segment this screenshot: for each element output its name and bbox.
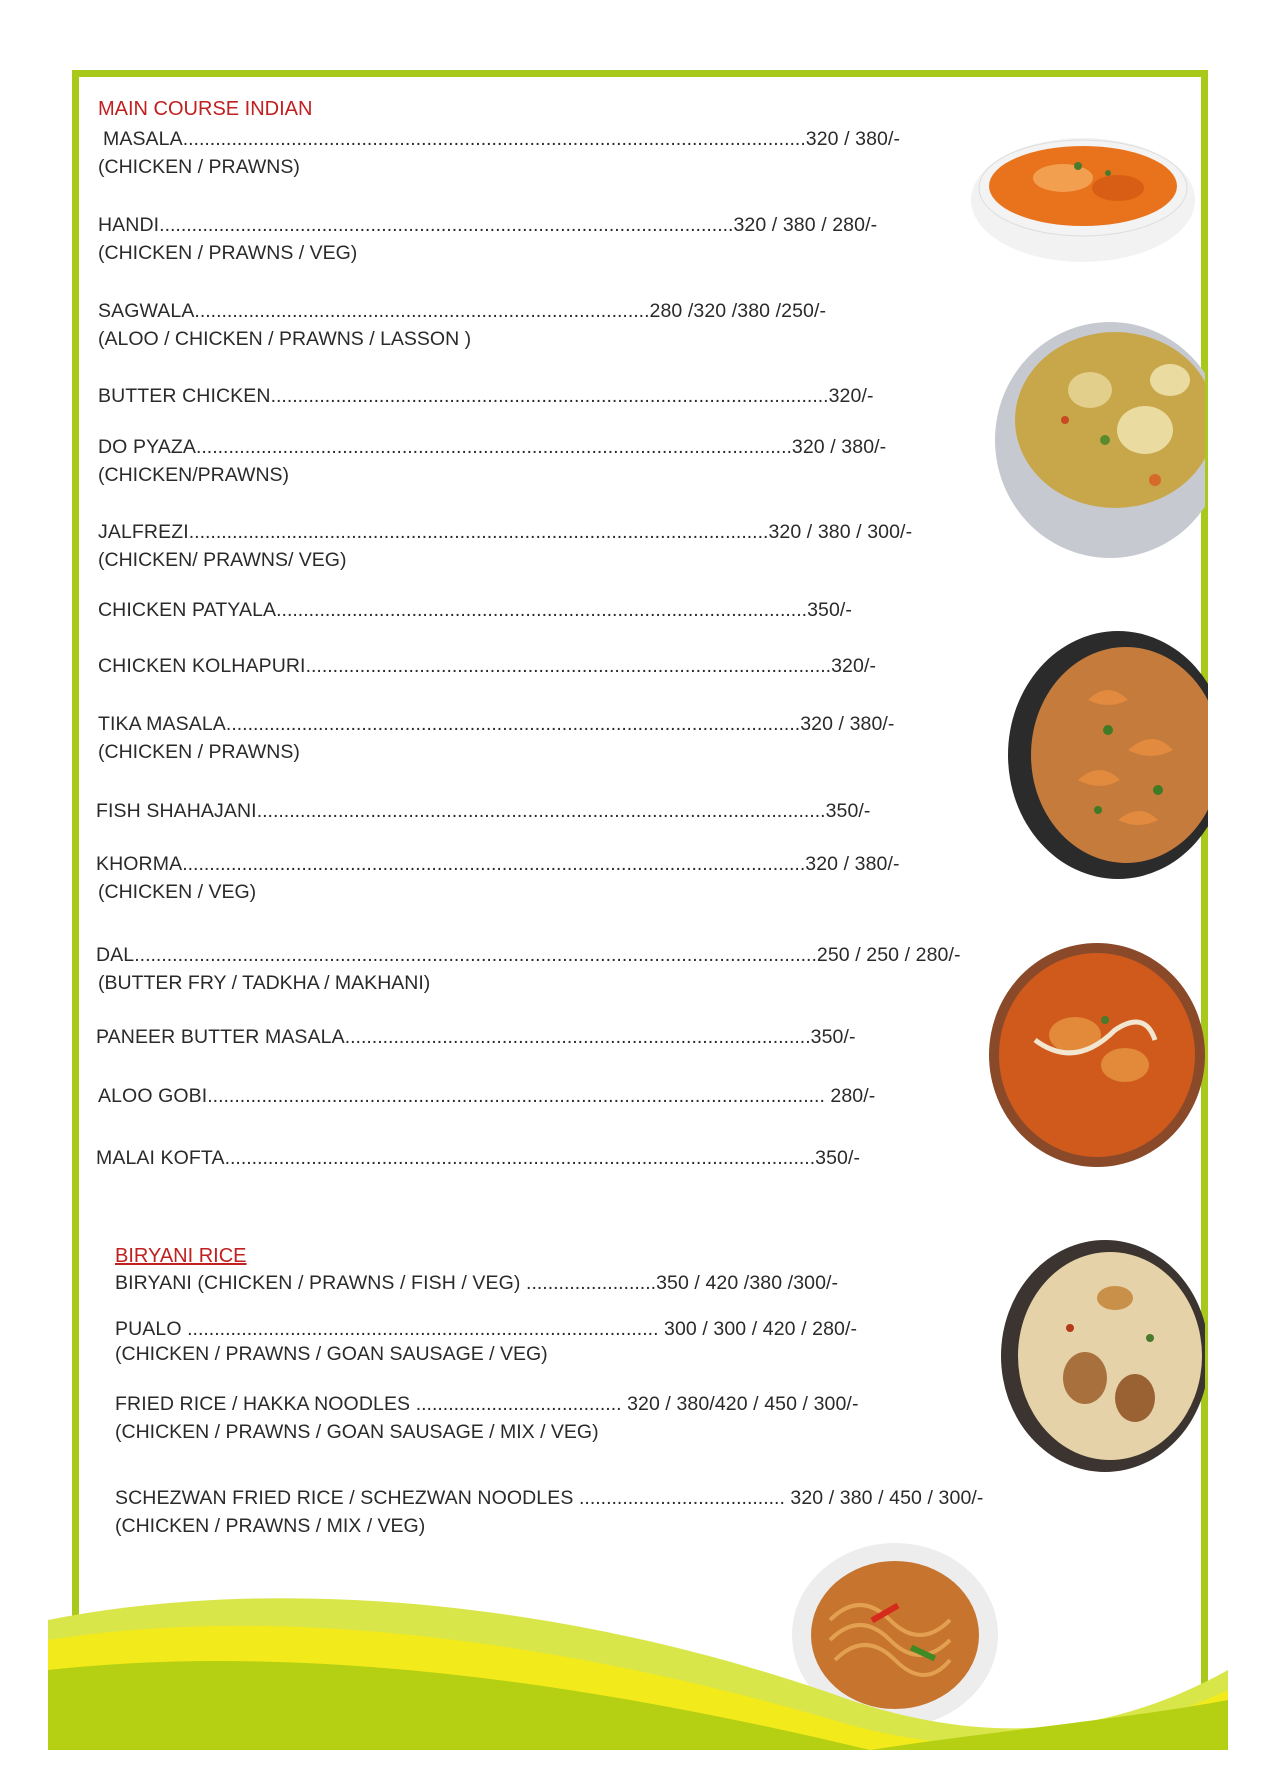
menu-item-price: 350/-	[815, 1147, 861, 1169]
menu-item-options: (CHICKEN / PRAWNS)	[98, 156, 300, 178]
menu-item-name: FISH SHAHAJANI	[96, 800, 257, 822]
menu-item-row	[96, 1026, 856, 1049]
menu-item-price: 320/-	[828, 385, 874, 407]
menu-item-row	[98, 713, 895, 736]
menu-item-leader-dots: .......................................................................................................	[270, 385, 829, 407]
menu-item-name: SCHEZWAN FRIED RICE / SCHEZWAN NOODLES	[115, 1487, 579, 1509]
menu-item-row	[96, 1147, 860, 1170]
menu-item-leader-dots: ..................................................................................................	[276, 599, 808, 621]
prawn-curry-pan-photo	[1008, 630, 1208, 880]
menu-item-price: 320 / 380/-	[800, 713, 895, 735]
menu-item-leader-dots: ......................................	[579, 1487, 785, 1509]
menu-item-price: 320 / 380/420 / 450 / 300/-	[621, 1393, 859, 1415]
menu-item-price: 320 / 380/-	[791, 436, 887, 458]
menu-item-options: (BUTTER FRY / TADKHA / MAKHANI)	[98, 972, 431, 994]
menu-item-name: KHORMA	[96, 853, 183, 875]
menu-item-row	[98, 385, 874, 408]
menu-item-row	[98, 521, 912, 544]
menu-item-options: (CHICKEN/PRAWNS)	[98, 464, 290, 486]
menu-item-leader-dots: .............................................................................................................	[224, 1147, 816, 1169]
menu-item-row	[96, 944, 961, 967]
menu-item-leader-dots: .........................................................................................................	[256, 800, 826, 822]
menu-item-price: 350 / 420 /380 /300/-	[656, 1272, 839, 1294]
menu-item-row	[98, 599, 852, 622]
menu-item-name: HANDI	[98, 214, 160, 236]
menu-item-row	[103, 128, 900, 151]
menu-item-price: 250 / 250 / 280/-	[816, 944, 961, 966]
menu-item-options: (CHICKEN / PRAWNS / MIX / VEG)	[115, 1515, 426, 1537]
menu-item-leader-dots: .................................................................................................	[305, 655, 832, 677]
menu-item-leader-dots: ..................................................................................................................	[207, 1085, 825, 1107]
menu-item-options: (CHICKEN / PRAWNS / GOAN SAUSAGE / VEG)	[115, 1343, 548, 1365]
butter-masala-bowl-photo	[985, 940, 1205, 1170]
menu-item-row	[115, 1318, 857, 1341]
menu-item-name: BUTTER CHICKEN	[98, 385, 271, 407]
menu-item-name: DAL	[96, 944, 135, 966]
menu-item-price: 350/-	[825, 800, 871, 822]
menu-item-leader-dots: ..........................................................................................................	[159, 214, 734, 236]
menu-item-leader-dots: ..........................................................................................................	[225, 713, 801, 735]
menu-item-price: 320 / 380 / 280/-	[733, 214, 878, 236]
menu-item-row	[98, 436, 886, 459]
menu-item-price: 350/-	[810, 1026, 856, 1048]
menu-item-row	[96, 853, 900, 876]
menu-item-options: (ALOO / CHICKEN / PRAWNS / LASSON )	[98, 328, 472, 350]
menu-item-options: (CHICKEN/ PRAWNS/ VEG)	[98, 549, 347, 571]
menu-item-price: 320 / 380/-	[805, 128, 901, 150]
menu-item-price: 320 / 380 / 300/-	[768, 521, 913, 543]
menu-item-name: CHICKEN PATYALA	[98, 599, 277, 621]
menu-item-row	[115, 1272, 838, 1295]
menu-item-name: PUALO	[115, 1318, 188, 1340]
menu-item-price: 300 / 300 / 420 / 280/-	[658, 1318, 858, 1340]
menu-item-name: MALAI KOFTA	[96, 1147, 225, 1169]
section-heading-main-course: MAIN COURSE INDIAN	[98, 98, 313, 120]
bottom-wave-decoration	[0, 1580, 1278, 1790]
menu-item-options: (CHICKEN / PRAWNS / GOAN SAUSAGE / MIX / VEG)	[115, 1421, 599, 1443]
menu-item-leader-dots: ........................	[526, 1272, 657, 1294]
menu-item-name: JALFREZI	[98, 521, 189, 543]
menu-item-leader-dots: ......................................................................................	[344, 1026, 811, 1048]
menu-item-leader-dots: .......................................................................................	[187, 1318, 659, 1340]
menu-item-name: TIKA MASALA	[98, 713, 226, 735]
menu-item-leader-dots: ..............................................................................................................	[195, 436, 792, 458]
menu-item-price: 280 /320 /380 /250/-	[649, 300, 827, 322]
menu-item-name: CHICKEN KOLHAPURI	[98, 655, 306, 677]
menu-item-price: 350/-	[807, 599, 853, 621]
menu-item-name: MASALA	[103, 128, 183, 150]
curry-bowl-photo	[968, 118, 1198, 268]
menu-item-leader-dots: ...................................................................................................................	[182, 853, 806, 875]
menu-item-name: FRIED RICE / HAKKA NOODLES	[115, 1393, 416, 1415]
menu-item-leader-dots: ...........................................................................................................	[188, 521, 769, 543]
menu-item-leader-dots: ..............................................................................................................................	[134, 944, 817, 966]
menu-item-options: (CHICKEN / PRAWNS)	[98, 741, 300, 763]
menu-item-row	[98, 1085, 875, 1108]
menu-item-options: (CHICKEN / PRAWNS / VEG)	[98, 242, 358, 264]
biryani-plate-photo	[1000, 1238, 1205, 1473]
menu-item-row	[98, 655, 876, 678]
menu-item-row	[98, 214, 877, 237]
menu-item-leader-dots: ....................................................................................	[194, 300, 650, 322]
menu-item-price: 280/-	[824, 1085, 876, 1107]
menu-item-price: 320 / 380 / 450 / 300/-	[784, 1487, 984, 1509]
menu-item-row	[115, 1393, 859, 1416]
chicken-curry-bowl-photo	[995, 320, 1205, 560]
menu-item-name: PANEER BUTTER MASALA	[96, 1026, 345, 1048]
menu-item-name: DO PYAZA	[98, 436, 196, 458]
menu-item-leader-dots: ...................................................................................................................	[182, 128, 806, 150]
menu-item-options: (CHICKEN / VEG)	[98, 881, 257, 903]
menu-item-row	[96, 800, 871, 823]
section-heading-biryani: BIRYANI RICE	[115, 1245, 247, 1267]
menu-item-name: ALOO GOBI	[98, 1085, 208, 1107]
menu-item-row	[115, 1487, 984, 1510]
menu-item-row	[98, 300, 826, 323]
menu-item-leader-dots: ......................................	[415, 1393, 622, 1415]
menu-item-name: BIRYANI (CHICKEN / PRAWNS / FISH / VEG)	[115, 1272, 527, 1294]
menu-item-price: 320/-	[831, 655, 877, 677]
menu-item-name: SAGWALA	[98, 300, 195, 322]
menu-item-price: 320 / 380/-	[805, 853, 900, 875]
